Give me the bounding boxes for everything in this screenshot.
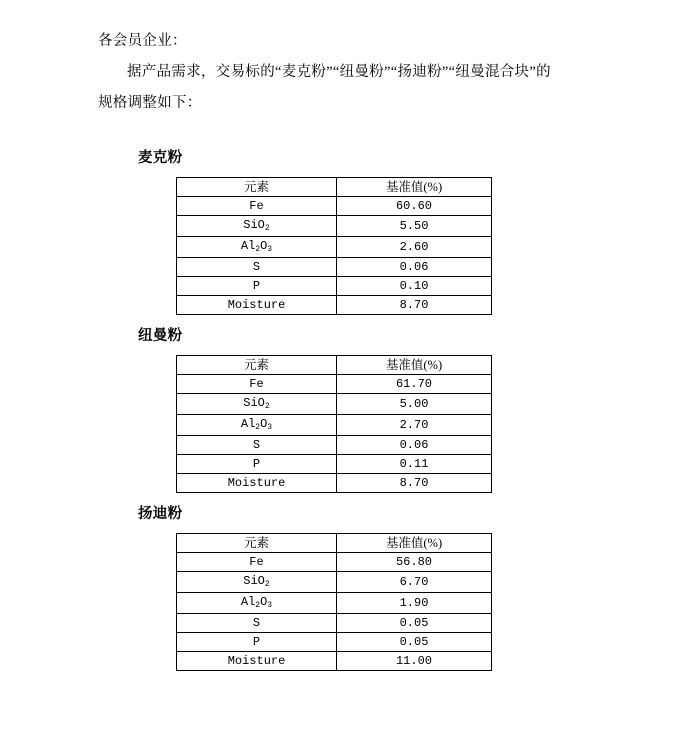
cell-value: 60.60: [337, 197, 492, 216]
cell-value: 5.00: [337, 394, 492, 415]
table-row: [177, 296, 492, 315]
section-title-yangdi: 扬迪粉: [138, 506, 183, 522]
table-row: [177, 258, 492, 277]
spec-table-maike: [176, 177, 492, 315]
cell-element: SiO$_2$: [177, 394, 337, 415]
cell-element: Fe: [177, 553, 337, 572]
cell-value: 8.70: [337, 474, 492, 493]
cell-value: 6.70: [337, 572, 492, 593]
header-benchmark: 基准值(%): [337, 178, 492, 197]
cell-value: 56.80: [337, 553, 492, 572]
table-row: [177, 216, 492, 237]
cell-value: 0.05: [337, 614, 492, 633]
table-row: [177, 553, 492, 572]
table-row: [177, 237, 492, 258]
table-row: [177, 375, 492, 394]
spacer: [98, 493, 612, 501]
cell-value: 0.06: [337, 258, 492, 277]
cell-element: $Al_2O_3$: [177, 415, 337, 436]
body-paragraph: 据产品需求，交易标的“麦克粉”“纽曼粉”“扬迪粉”“纽曼混合块”的规格调整如下：: [98, 64, 551, 111]
spec-table-niuman: [176, 355, 492, 493]
section-title-niuman: 纽曼粉: [138, 328, 183, 344]
cell-element: Moisture: [177, 296, 337, 315]
cell-element: S: [177, 258, 337, 277]
table-row: [177, 436, 492, 455]
section-title-maike: 麦克粉: [138, 150, 183, 166]
cell-element: Fe: [177, 197, 337, 216]
cell-value: 0.05: [337, 633, 492, 652]
header-element: 元素: [177, 534, 337, 553]
table-header-row: [177, 534, 492, 553]
cell-element: SiO$_2$: [177, 216, 337, 237]
table-row: [177, 394, 492, 415]
header-element: 元素: [177, 356, 337, 375]
table-row: [177, 415, 492, 436]
table-row: [177, 455, 492, 474]
salutation: 各会员企业：: [98, 33, 187, 49]
table-header-row: [177, 356, 492, 375]
cell-value: 61.70: [337, 375, 492, 394]
cell-element: $Al_2O_3$: [177, 237, 337, 258]
cell-value: 5.50: [337, 216, 492, 237]
cell-element: S: [177, 614, 337, 633]
cell-value: 11.00: [337, 652, 492, 671]
table-row: [177, 572, 492, 593]
cell-value: 2.70: [337, 415, 492, 436]
cell-element: P: [177, 633, 337, 652]
table-header-row: [177, 178, 492, 197]
cell-element: P: [177, 277, 337, 296]
header-benchmark: 基准值(%): [337, 534, 492, 553]
cell-value: 8.70: [337, 296, 492, 315]
cell-element: Moisture: [177, 474, 337, 493]
table-row: [177, 614, 492, 633]
cell-element: Moisture: [177, 652, 337, 671]
spacer: [98, 315, 612, 323]
cell-value: 0.11: [337, 455, 492, 474]
cell-element: S: [177, 436, 337, 455]
table-row: [177, 474, 492, 493]
cell-element: SiO$_2$: [177, 572, 337, 593]
table-row: [177, 277, 492, 296]
spacer: [98, 119, 612, 145]
spec-table-yangdi: [176, 533, 492, 671]
table-row: [177, 593, 492, 614]
table-row: [177, 652, 492, 671]
header-benchmark: 基准值(%): [337, 356, 492, 375]
table-row: [177, 197, 492, 216]
cell-element: Fe: [177, 375, 337, 394]
cell-value: 2.60: [337, 237, 492, 258]
header-element: 元素: [177, 178, 337, 197]
table-row: [177, 633, 492, 652]
cell-value: 0.06: [337, 436, 492, 455]
cell-value: 1.90: [337, 593, 492, 614]
table-wrap-maike: [98, 177, 612, 315]
table-wrap-niuman: [98, 355, 612, 493]
table-wrap-yangdi: [98, 533, 612, 671]
cell-value: 0.10: [337, 277, 492, 296]
cell-element: $Al_2O_3$: [177, 593, 337, 614]
cell-element: P: [177, 455, 337, 474]
